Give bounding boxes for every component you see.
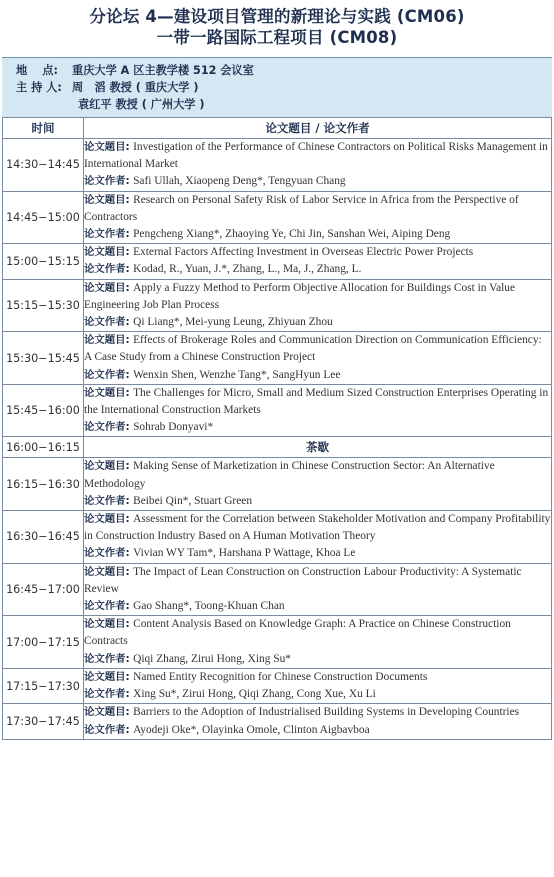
paper-authors: Gao Shang*, Toong-Khuan Chan <box>133 600 285 613</box>
host-1: 周 滔 教授 ( 重庆大学 ) <box>72 81 199 94</box>
paper-cell <box>84 244 552 279</box>
table-row <box>3 191 552 244</box>
host-row <box>16 79 552 96</box>
paper-title-line <box>84 244 551 261</box>
paper-title: Research on Personal Safety Risk of Labor Service in Africa from the Perspective of Contractors <box>84 193 519 223</box>
paper-cell <box>84 616 552 669</box>
paper-author-line <box>84 314 551 331</box>
table-row <box>3 384 552 437</box>
paper-cell <box>84 563 552 616</box>
title-label: 论文题目: <box>84 706 130 719</box>
paper-authors: Beibei Qin*, Stuart Green <box>133 494 253 507</box>
title-label: 论文题目: <box>84 513 130 526</box>
paper-title-line <box>84 458 551 492</box>
paper-title-line <box>84 385 551 419</box>
host-label: 主 持 人: <box>16 81 62 94</box>
author-label: 论文作者: <box>84 494 130 507</box>
paper-title: Assessment for the Correlation between Stakeholder Motivation and Company Profitability in Construction Industry Based on A Human Motivation Theory <box>84 513 551 543</box>
time-cell: 15:30−15:45 <box>3 332 84 385</box>
paper-author-line <box>84 598 551 615</box>
paper-title-line <box>84 192 551 226</box>
paper-authors: Qiqi Zhang, Zirui Hong, Xing Su* <box>133 652 291 665</box>
paper-title: Content Analysis Based on Knowledge Graph: A Practice on Chinese Construction Contracts <box>84 618 511 648</box>
location-row <box>16 62 552 79</box>
title-label: 论文题目: <box>84 386 130 399</box>
table-row <box>3 139 552 192</box>
author-label: 论文作者: <box>84 688 130 701</box>
author-label: 论文作者: <box>84 652 130 665</box>
time-cell: 16:45−17:00 <box>3 563 84 616</box>
paper-title-line <box>84 332 551 366</box>
schedule-body <box>3 139 552 740</box>
paper-title-line <box>84 669 551 686</box>
break-label: 茶歇 <box>84 437 552 458</box>
title-label: 论文题目: <box>84 565 130 578</box>
table-row <box>3 704 552 739</box>
paper-authors: Ayodeji Oke*, Olayinka Omole, Clinton Aigbavboa <box>133 723 370 736</box>
author-label: 论文作者: <box>84 723 130 736</box>
paper-authors: Kodad, R., Yuan, J.*, Zhang, L., Ma, J., Zhang, L. <box>133 263 362 276</box>
paper-cell <box>84 668 552 703</box>
table-header-row <box>3 118 552 139</box>
schedule-table <box>2 117 552 740</box>
paper-author-line <box>84 722 551 739</box>
paper-author-line <box>84 367 551 384</box>
paper-title-line <box>84 511 551 545</box>
paper-title: The Challenges for Micro, Small and Medium Sized Construction Enterprises Operating in the International Construction Markets <box>84 386 549 417</box>
table-row <box>3 458 552 511</box>
paper-author-line <box>84 545 551 562</box>
paper-author-line <box>84 226 551 243</box>
paper-title: Making Sense of Marketization in Chinese Construction Sector: An Alternative Methodology <box>84 460 495 490</box>
col-time-header: 时间 <box>3 118 84 139</box>
time-cell: 16:30−16:45 <box>3 511 84 564</box>
page-header <box>0 0 554 57</box>
paper-author-line <box>84 419 551 436</box>
paper-title-line <box>84 280 551 314</box>
time-cell: 17:15−17:30 <box>3 668 84 703</box>
author-label: 论文作者: <box>84 600 130 613</box>
paper-title-line <box>84 704 551 721</box>
table-row <box>3 563 552 616</box>
time-cell: 14:30−14:45 <box>3 139 84 192</box>
paper-author-line <box>84 493 551 510</box>
title-label: 论文题目: <box>84 246 130 259</box>
time-cell: 15:15−15:30 <box>3 279 84 332</box>
title-label: 论文题目: <box>84 618 130 631</box>
author-label: 论文作者: <box>84 421 130 434</box>
paper-cell <box>84 704 552 739</box>
title-label: 论文题目: <box>84 670 130 683</box>
title-label: 论文题目: <box>84 193 130 206</box>
paper-cell <box>84 458 552 511</box>
paper-title-line <box>84 564 551 598</box>
time-cell: 14:45−15:00 <box>3 191 84 244</box>
paper-authors: Vivian WY Tam*, Harshana P Wattage, Khoa Le <box>133 547 356 560</box>
location-label: 地 点: <box>16 64 58 77</box>
author-label: 论文作者: <box>84 368 130 381</box>
paper-title: Barriers to the Adoption of Industrialised Building Systems in Developing Countries <box>133 706 520 719</box>
table-row <box>3 616 552 669</box>
col-paper-header: 论文题目 / 论文作者 <box>84 118 552 139</box>
paper-cell <box>84 384 552 437</box>
paper-title-line <box>84 139 551 173</box>
paper-title: Named Entity Recognition for Chinese Construction Documents <box>133 670 428 683</box>
author-label: 论文作者: <box>84 547 130 560</box>
paper-cell <box>84 139 552 192</box>
paper-cell <box>84 279 552 332</box>
paper-cell <box>84 511 552 564</box>
paper-cell <box>84 332 552 385</box>
title-label: 论文题目: <box>84 141 130 153</box>
paper-author-line <box>84 261 551 278</box>
paper-title: Effects of Brokerage Roles and Communication Direction on Communication Efficiency: A Case Study from a Chinese Construction Project <box>84 334 542 364</box>
table-row <box>3 279 552 332</box>
paper-authors: Sohrab Donyavi* <box>133 421 214 434</box>
title-label: 论文题目: <box>84 334 130 347</box>
time-cell: 16:15−16:30 <box>3 458 84 511</box>
paper-author-line <box>84 651 551 668</box>
author-label: 论文作者: <box>84 263 130 276</box>
time-cell: 15:45−16:00 <box>3 384 84 437</box>
break-time: 16:00−16:15 <box>3 437 84 458</box>
paper-title: Apply a Fuzzy Method to Perform Objective Allocation for Buildings Cost in Value Engineering Job Plan Process <box>84 281 516 311</box>
paper-title: External Factors Affecting Investment in Overseas Electric Power Projects <box>133 246 474 259</box>
paper-title-line <box>84 616 551 650</box>
table-row <box>3 244 552 279</box>
time-cell: 17:00−17:15 <box>3 616 84 669</box>
paper-authors: Qi Liang*, Mei-yung Leung, Zhiyuan Zhou <box>133 316 333 329</box>
session-info <box>2 57 552 117</box>
title-label: 论文题目: <box>84 281 130 294</box>
table-row <box>3 332 552 385</box>
paper-author-line <box>84 173 551 190</box>
paper-authors: Xing Su*, Zirui Hong, Qiqi Zhang, Cong Xue, Xu Li <box>133 688 376 701</box>
paper-title: The Impact of Lean Construction on Construction Labour Productivity: A Systematic Review <box>84 565 522 595</box>
break-row <box>3 437 552 458</box>
time-cell: 15:00−15:15 <box>3 244 84 279</box>
session-title: 分论坛 4—建设项目管理的新理论与实践 (CM06) <box>89 7 465 26</box>
host-2: 袁红平 教授 ( 广州大学 ) <box>78 98 205 111</box>
paper-authors: Safi Ullah, Xiaopeng Deng*, Tengyuan Chang <box>133 175 346 188</box>
author-label: 论文作者: <box>84 175 130 188</box>
location-value: 重庆大学 A 区主教学楼 512 会议室 <box>72 64 254 77</box>
paper-author-line <box>84 686 551 703</box>
paper-title: Investigation of the Performance of Chinese Contractors on Political Risks Management in International Market <box>84 141 548 171</box>
title-label: 论文题目: <box>84 460 130 473</box>
author-label: 论文作者: <box>84 228 130 241</box>
paper-authors: Pengcheng Xiang*, Zhaoying Ye, Chi Jin, Sanshan Wei, Aiping Deng <box>133 228 451 241</box>
paper-cell <box>84 191 552 244</box>
table-row <box>3 668 552 703</box>
paper-authors: Wenxin Shen, Wenzhe Tang*, SangHyun Lee <box>133 368 341 381</box>
session-subtitle: 一带一路国际工程项目 (CM08) <box>156 28 398 47</box>
host-row-2 <box>16 96 552 113</box>
table-row <box>3 511 552 564</box>
time-cell: 17:30−17:45 <box>3 704 84 739</box>
author-label: 论文作者: <box>84 316 130 329</box>
